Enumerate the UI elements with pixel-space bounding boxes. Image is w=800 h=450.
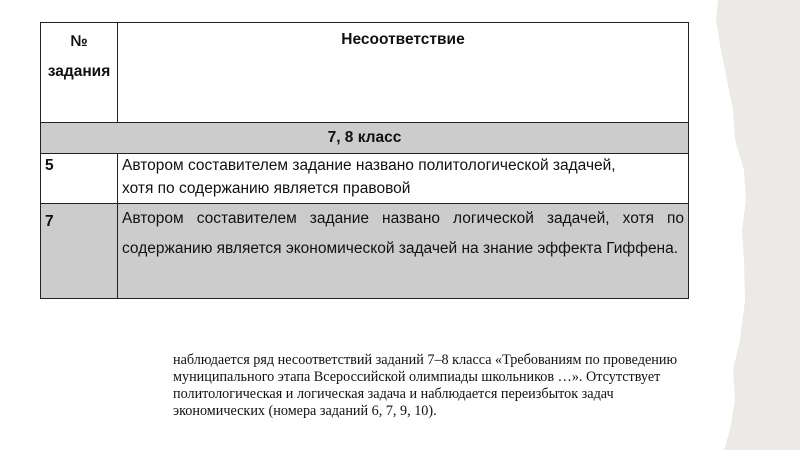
paragraph-line: политологическая и логическая задача и наблюдается переизбыток задач <box>173 386 614 402</box>
paragraph-line: муниципального этапа Всероссийской олимпиады школьников …». Отсутствует <box>173 369 661 385</box>
section-row <box>41 123 689 154</box>
paragraph-line: наблюдается ряд несоответствий заданий 7–8 класса «Требованиям по проведению <box>173 352 678 368</box>
header-number-sign: № <box>70 33 88 50</box>
header-task-label: задания <box>47 63 111 80</box>
header-mismatch: Несоответствие <box>118 23 689 123</box>
header-task-number <box>41 23 118 123</box>
conclusion-paragraph <box>173 352 718 420</box>
mismatch-table <box>40 22 689 299</box>
section-label: 7, 8 класс <box>41 123 689 154</box>
table-row <box>41 204 689 299</box>
mismatch-text <box>118 154 689 204</box>
paragraph-line: экономических (номера заданий 6, 7, 9, 10). <box>173 403 437 419</box>
table-row <box>41 154 689 204</box>
table-header-row <box>41 23 689 123</box>
task-number: 7 <box>41 204 118 299</box>
task-number: 5 <box>41 154 118 204</box>
mismatch-text-line: Автором составителем задание названо политологической задачей, <box>122 157 616 174</box>
mismatch-text: Автором составителем задание названо логической задачей, хотя по содержанию является экономической задачей на знание эффекта Гиффена. <box>118 204 689 299</box>
mismatch-text-line: хотя по содержанию является правовой <box>122 180 411 197</box>
